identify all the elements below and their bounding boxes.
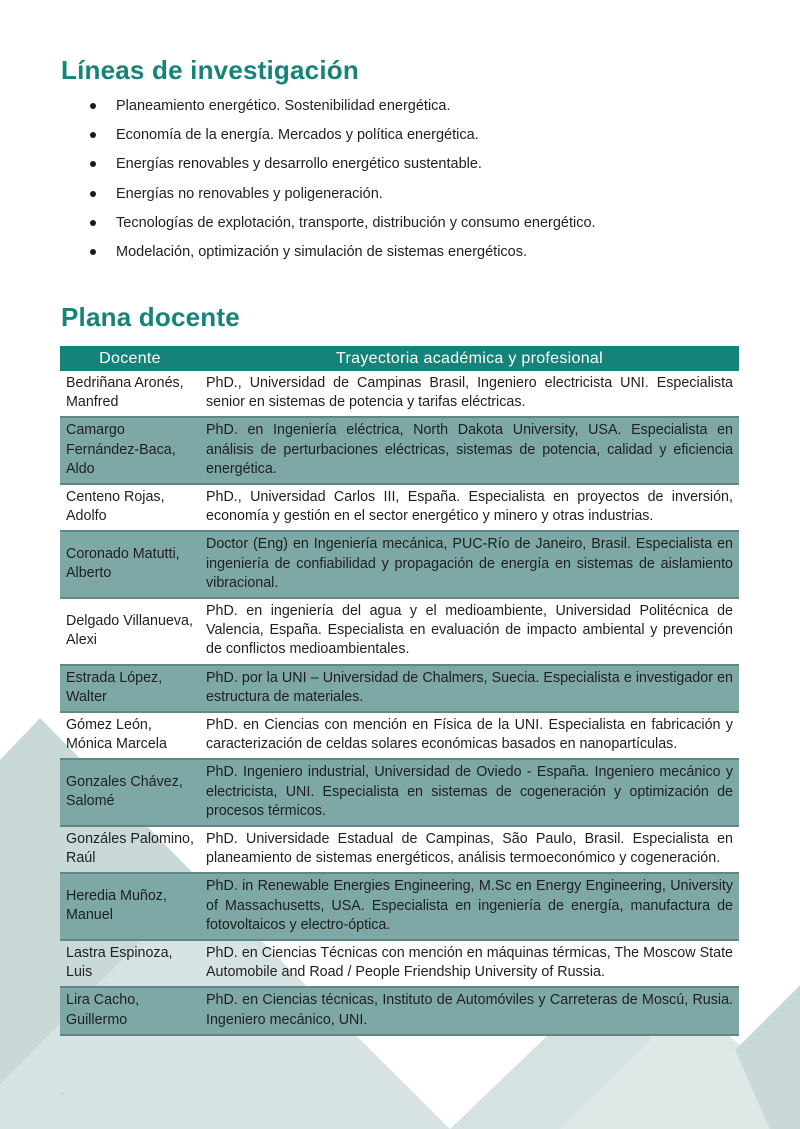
faculty-name: Centeno Rojas, Adolfo (66, 489, 165, 525)
research-line-item: Modelación, optimización y simulación de sistemas energéticos. (90, 242, 740, 271)
faculty-bio: PhD. en Ciencias con mención en Física de la UNI. Especialista en fabricación y caracterización de celdas solares económicas basados en nanopartículas. (206, 717, 733, 753)
faculty-table-header (60, 346, 739, 371)
faculty-row (60, 665, 739, 712)
faculty-name: Lira Cacho, Guillermo (60, 987, 200, 1034)
faculty-name: Lastra Espinoza, Luis (66, 945, 173, 981)
faculty-name: Gómez León, Mónica Marcela (66, 717, 167, 753)
faculty-name: Gonzáles Palomino, Raúl (66, 831, 194, 867)
faculty-name: Camargo Fernández-Baca, Aldo (60, 417, 200, 484)
faculty-row (60, 759, 739, 826)
faculty-bio: PhD. en Ciencias Técnicas con mención en máquinas térmicas, The Moscow State Automobile and Road / People Friendship University of Russia. (206, 945, 733, 981)
faculty-bio: PhD., Universidad Carlos III, España. Especialista en proyectos de inversión, economía y gestión en el sector energético y minero y otras industrias. (206, 489, 733, 525)
faculty-bio: PhD. Universidade Estadual de Campinas, São Paulo, Brasil. Especialista en planeamiento de sistemas energéticos, análisis termoeconómico y cogeneración. (206, 831, 733, 867)
faculty-table (60, 346, 739, 1036)
column-header-trayectoria: Trayectoria académica y profesional (200, 346, 739, 371)
faculty-name: Bedriñana Aronés, Manfred (66, 375, 184, 411)
faculty-bio: PhD. por la UNI – Universidad de Chalmers, Suecia. Especialista e investigador en estructura de materiales. (200, 665, 739, 712)
faculty-row (60, 531, 739, 598)
research-line-item: Tecnologías de explotación, transporte, distribución y consumo energético. (90, 213, 740, 242)
research-lines-list (90, 96, 740, 271)
faculty-row (60, 987, 739, 1034)
faculty-row (60, 417, 739, 484)
research-line-item: Energías no renovables y poligeneración. (90, 184, 740, 213)
faculty-heading: Plana docente (61, 302, 240, 332)
faculty-row (60, 712, 739, 759)
faculty-name: Coronado Matutti, Alberto (60, 531, 200, 598)
faculty-bio: PhD. Ingeniero industrial, Universidad de Oviedo - España. Ingeniero mecánico y electricista, UNI. Especialista en sistemas de cogeneración y optimización de procesos térmicos. (200, 759, 739, 826)
faculty-row (60, 371, 739, 417)
faculty-name: Heredia Muñoz, Manuel (60, 873, 200, 940)
research-lines-heading: Líneas de investigación (61, 55, 359, 85)
column-header-docente: Docente (60, 346, 200, 371)
faculty-row (60, 826, 739, 873)
faculty-row (60, 484, 739, 531)
faculty-name: Delgado Villanueva, Alexi (66, 612, 193, 648)
faculty-bio: PhD. in Renewable Energies Engineering, M.Sc en Energy Engineering, University of Massachusetts, USA. Especialista en ingeniería de energía, manufactura de fotovoltaicos y electro-óptica. (200, 873, 739, 940)
faculty-row (60, 598, 739, 665)
faculty-row (60, 940, 739, 987)
faculty-bio: Doctor (Eng) en Ingeniería mecánica, PUC-Río de Janeiro, Brasil. Especialista en ingeniería de confiabilidad y propagación de energía en sistemas de aislamiento vibracional. (200, 531, 739, 598)
faculty-row (60, 873, 739, 940)
research-line-item: Energías renovables y desarrollo energético sustentable. (90, 154, 740, 183)
faculty-bio: PhD., Universidad de Campinas Brasil, Ingeniero electricista UNI. Especialista senior en sistemas de potencia y tarifas eléctricas. (206, 375, 733, 411)
faculty-bio: PhD. en Ingeniería eléctrica, North Dakota University, USA. Especialista en análisis de perturbaciones eléctricas, sistemas de potencia, calidad y eficiencia energética. (200, 417, 739, 484)
faculty-name: Estrada López, Walter (60, 665, 200, 712)
research-line-item: Economía de la energía. Mercados y política energética. (90, 125, 740, 154)
research-line-item: Planeamiento energético. Sostenibilidad energética. (90, 96, 740, 125)
faculty-bio: PhD. en ingeniería del agua y el medioambiente, Universidad Politécnica de Valencia, España. Especialista en evaluación de impacto ambiental y prevención de conflictos medioambientales. (206, 603, 733, 658)
faculty-name: Gonzales Chávez, Salomé (60, 759, 200, 826)
page-corner-mark: ⌐ (60, 1089, 65, 1098)
faculty-bio: PhD. en Ciencias técnicas, Instituto de Automóviles y Carreteras de Moscú, Rusia. Ingeniero mecánico, UNI. (200, 987, 739, 1034)
